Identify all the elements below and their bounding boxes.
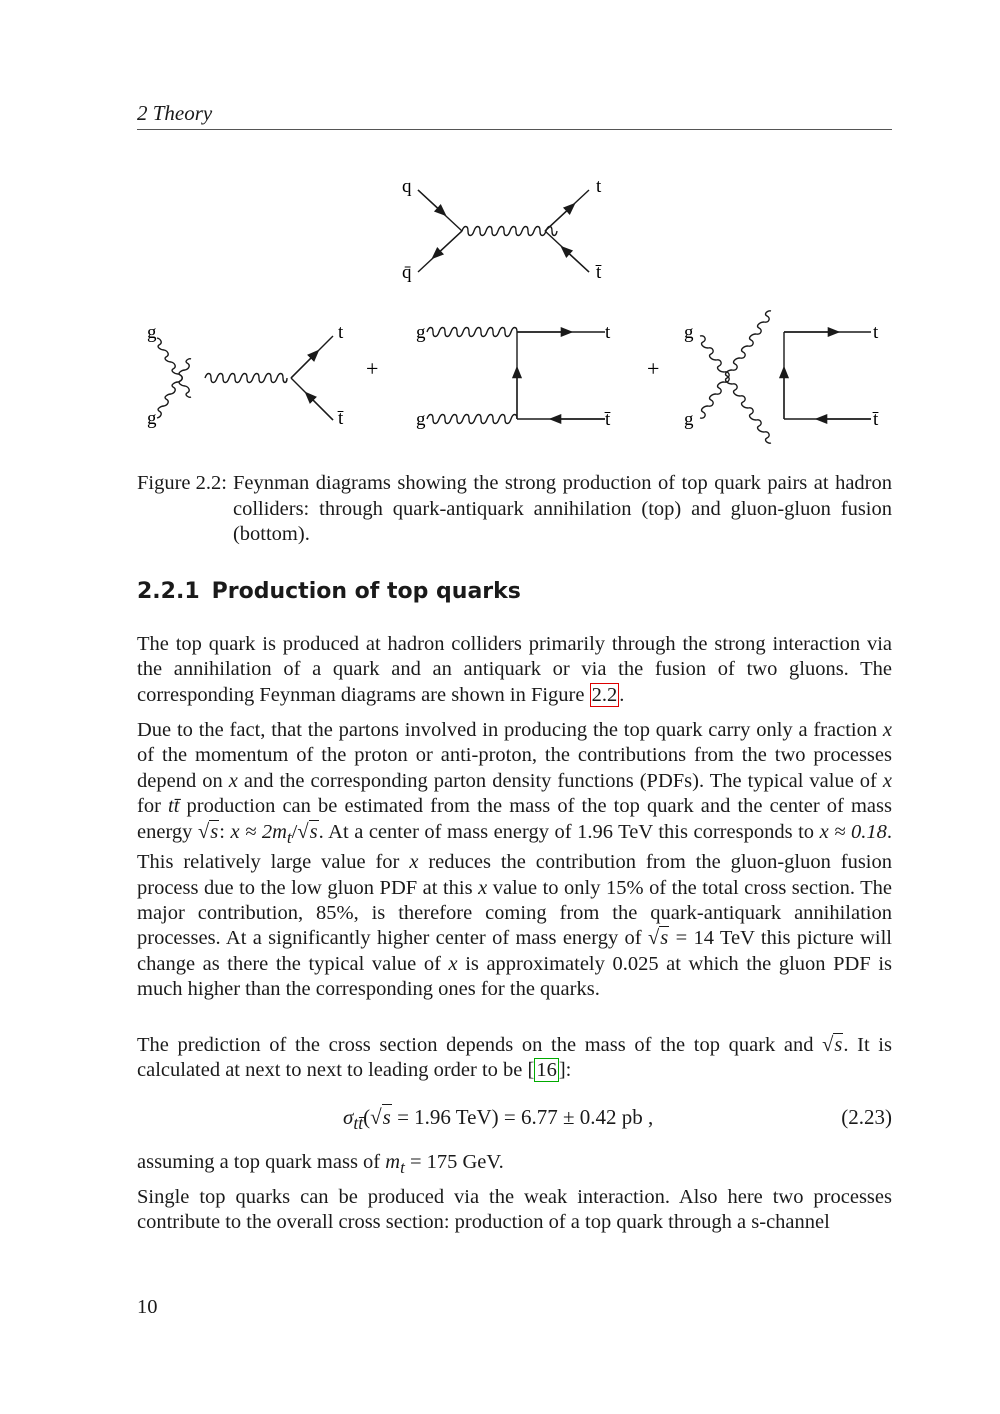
math-subscript: tt̄ [353, 1113, 364, 1134]
label-t: t [338, 322, 344, 343]
math-x: x [882, 719, 892, 741]
gluon-in-upper [427, 328, 517, 337]
label-tbar: t̄ [596, 262, 602, 283]
math-x: x [478, 876, 488, 899]
text-run: for [137, 795, 169, 818]
gluon-propagator-s [205, 374, 287, 383]
math-sqrt-s: √s [822, 1034, 843, 1056]
math-expression: = 1.96 TeV) = 6.77 ± 0.42 pb , [391, 1105, 654, 1129]
diagram-gg-schannel [157, 336, 333, 420]
citation-link[interactable]: 16 [536, 1059, 557, 1082]
label-tbar: t̄ [338, 408, 344, 429]
label-t: t [605, 322, 611, 343]
math-energy: = 14 TeV [675, 927, 755, 950]
text-run: this picture will change as there the typical value of [137, 927, 892, 975]
text-run: and the corresponding parton density functions (PDFs). The typical value of [237, 769, 883, 792]
math-sqrt-s: √s [370, 1105, 391, 1129]
equation-2-23 [137, 1100, 892, 1134]
figure-caption [137, 471, 892, 548]
paragraph-3 [137, 1033, 892, 1084]
feynman-figure [137, 160, 892, 450]
math-paren: ( [363, 1105, 371, 1129]
text-run: production can be estimated from the mass of the top quark and the center of mass energy [137, 795, 892, 843]
caption-text: Feynman diagrams showing the strong production of top quark pairs at hadron colliders: through quark-antiquark annihilation (top) and gluon-gluon fusion (bottom). [232, 472, 892, 545]
math-x: x [448, 952, 458, 975]
label-q: q [402, 176, 412, 197]
text-run: . [619, 683, 625, 706]
section-title: Production of top quarks [211, 579, 521, 604]
text-run: The prediction of the cross section depends on the mass of the top quark and [137, 1034, 823, 1056]
plus-sign: + [366, 356, 379, 381]
text-run: reduces the contribution from the gluon-gluon fusion process due to the low gluon PDF at this [137, 851, 893, 899]
text-run: . This relatively large value for [137, 820, 893, 874]
label-t: t [873, 322, 879, 343]
math-subscript: t [400, 1158, 405, 1178]
label-g: g [416, 409, 426, 430]
math-x: x [882, 769, 893, 792]
math-ttbar: tt̄ [168, 795, 180, 818]
label-tbar: t̄ [605, 409, 611, 430]
label-g: g [416, 322, 426, 343]
diagram-gg-tchannel [427, 328, 605, 424]
text-run: value to only 15% of the total cross section. The major contribution, 85%, is therefore coming from the quark-antiquark annihilation processes. At a significantly higher center of mass energy of [137, 876, 892, 950]
math-m: m [385, 1151, 401, 1173]
caption-label: Figure 2.2: [137, 472, 227, 494]
paragraph-1 [137, 632, 892, 708]
figure-reference-link[interactable]: 2.2 [591, 683, 618, 706]
math-x-value: x ≈ 0.18 [819, 820, 887, 843]
text-run: ]: [558, 1059, 572, 1082]
text-run: . [498, 1151, 504, 1173]
math-x-approx: x ≈ 2m [230, 820, 287, 843]
section-number: 2.2.1 [137, 579, 200, 604]
gluon-crossed-2 [700, 311, 771, 418]
diagram-qqbar-annihilation [418, 190, 589, 272]
text-run: Single top quarks can be produced via the weak interaction. Also here two processes contribute to the overall cross section: production of a top quark through a s-channel [137, 1186, 892, 1234]
page-number: 10 [137, 1296, 158, 1318]
math-slash: / [291, 820, 298, 843]
math-sqrt-s: √s [647, 927, 669, 950]
math-sqrt-s: √s [197, 820, 219, 843]
text-run: . At a center of mass energy of 1.96 TeV this corresponds to [318, 820, 820, 843]
text-run: assuming a top quark mass of [137, 1151, 386, 1173]
equation-number: (2.23) [841, 1105, 892, 1129]
label-qbar: q̄ [402, 262, 412, 283]
text-run: of the momentum of the proton or anti-proton, the contributions from the two processes depend on [137, 744, 892, 792]
diagram-gg-uchannel [700, 311, 871, 443]
math-sigma: σ [343, 1105, 354, 1129]
plus-sign: + [647, 356, 660, 381]
text-run: is approximately 0.025 at which the gluon PDF is much higher than the corresponding ones for the quarks. [137, 952, 892, 1001]
label-g: g [147, 322, 157, 343]
math-sqrt-s: √s [297, 820, 318, 843]
section-heading [137, 576, 892, 608]
label-g: g [147, 408, 157, 429]
text-run: The top quark is produced at hadron colliders primarily through the strong interaction via the annihilation of a quark and an antiquark or via the fusion of two gluons. The corresponding Feynman diagrams are shown in Figure [137, 633, 892, 706]
equation-body [343, 1100, 653, 1140]
text-run: : [219, 820, 231, 843]
text-run: . It is calculated at next to next to leading order to be [ [137, 1034, 892, 1082]
math-x: x [409, 851, 419, 874]
paragraph-5 [137, 1185, 892, 1236]
math-mass-value: = 175 GeV [404, 1151, 499, 1173]
label-g: g [684, 322, 694, 343]
label-g: g [684, 409, 694, 430]
text-run: Due to the fact, that the partons involved in producing the top quark carry only a fraction [137, 719, 883, 741]
gluon-propagator [462, 227, 557, 236]
label-t: t [596, 176, 602, 197]
math-x: x [228, 769, 238, 792]
label-tbar: t̄ [873, 409, 879, 430]
gluon-crossed-1 [700, 336, 771, 443]
running-head: 2 Theory [137, 99, 892, 130]
paragraph-2 [137, 718, 892, 1003]
feynman-diagrams [137, 160, 892, 450]
gluon-in-lower [427, 415, 517, 424]
math-subscript: t [286, 827, 292, 847]
paragraph-4 [137, 1150, 892, 1181]
